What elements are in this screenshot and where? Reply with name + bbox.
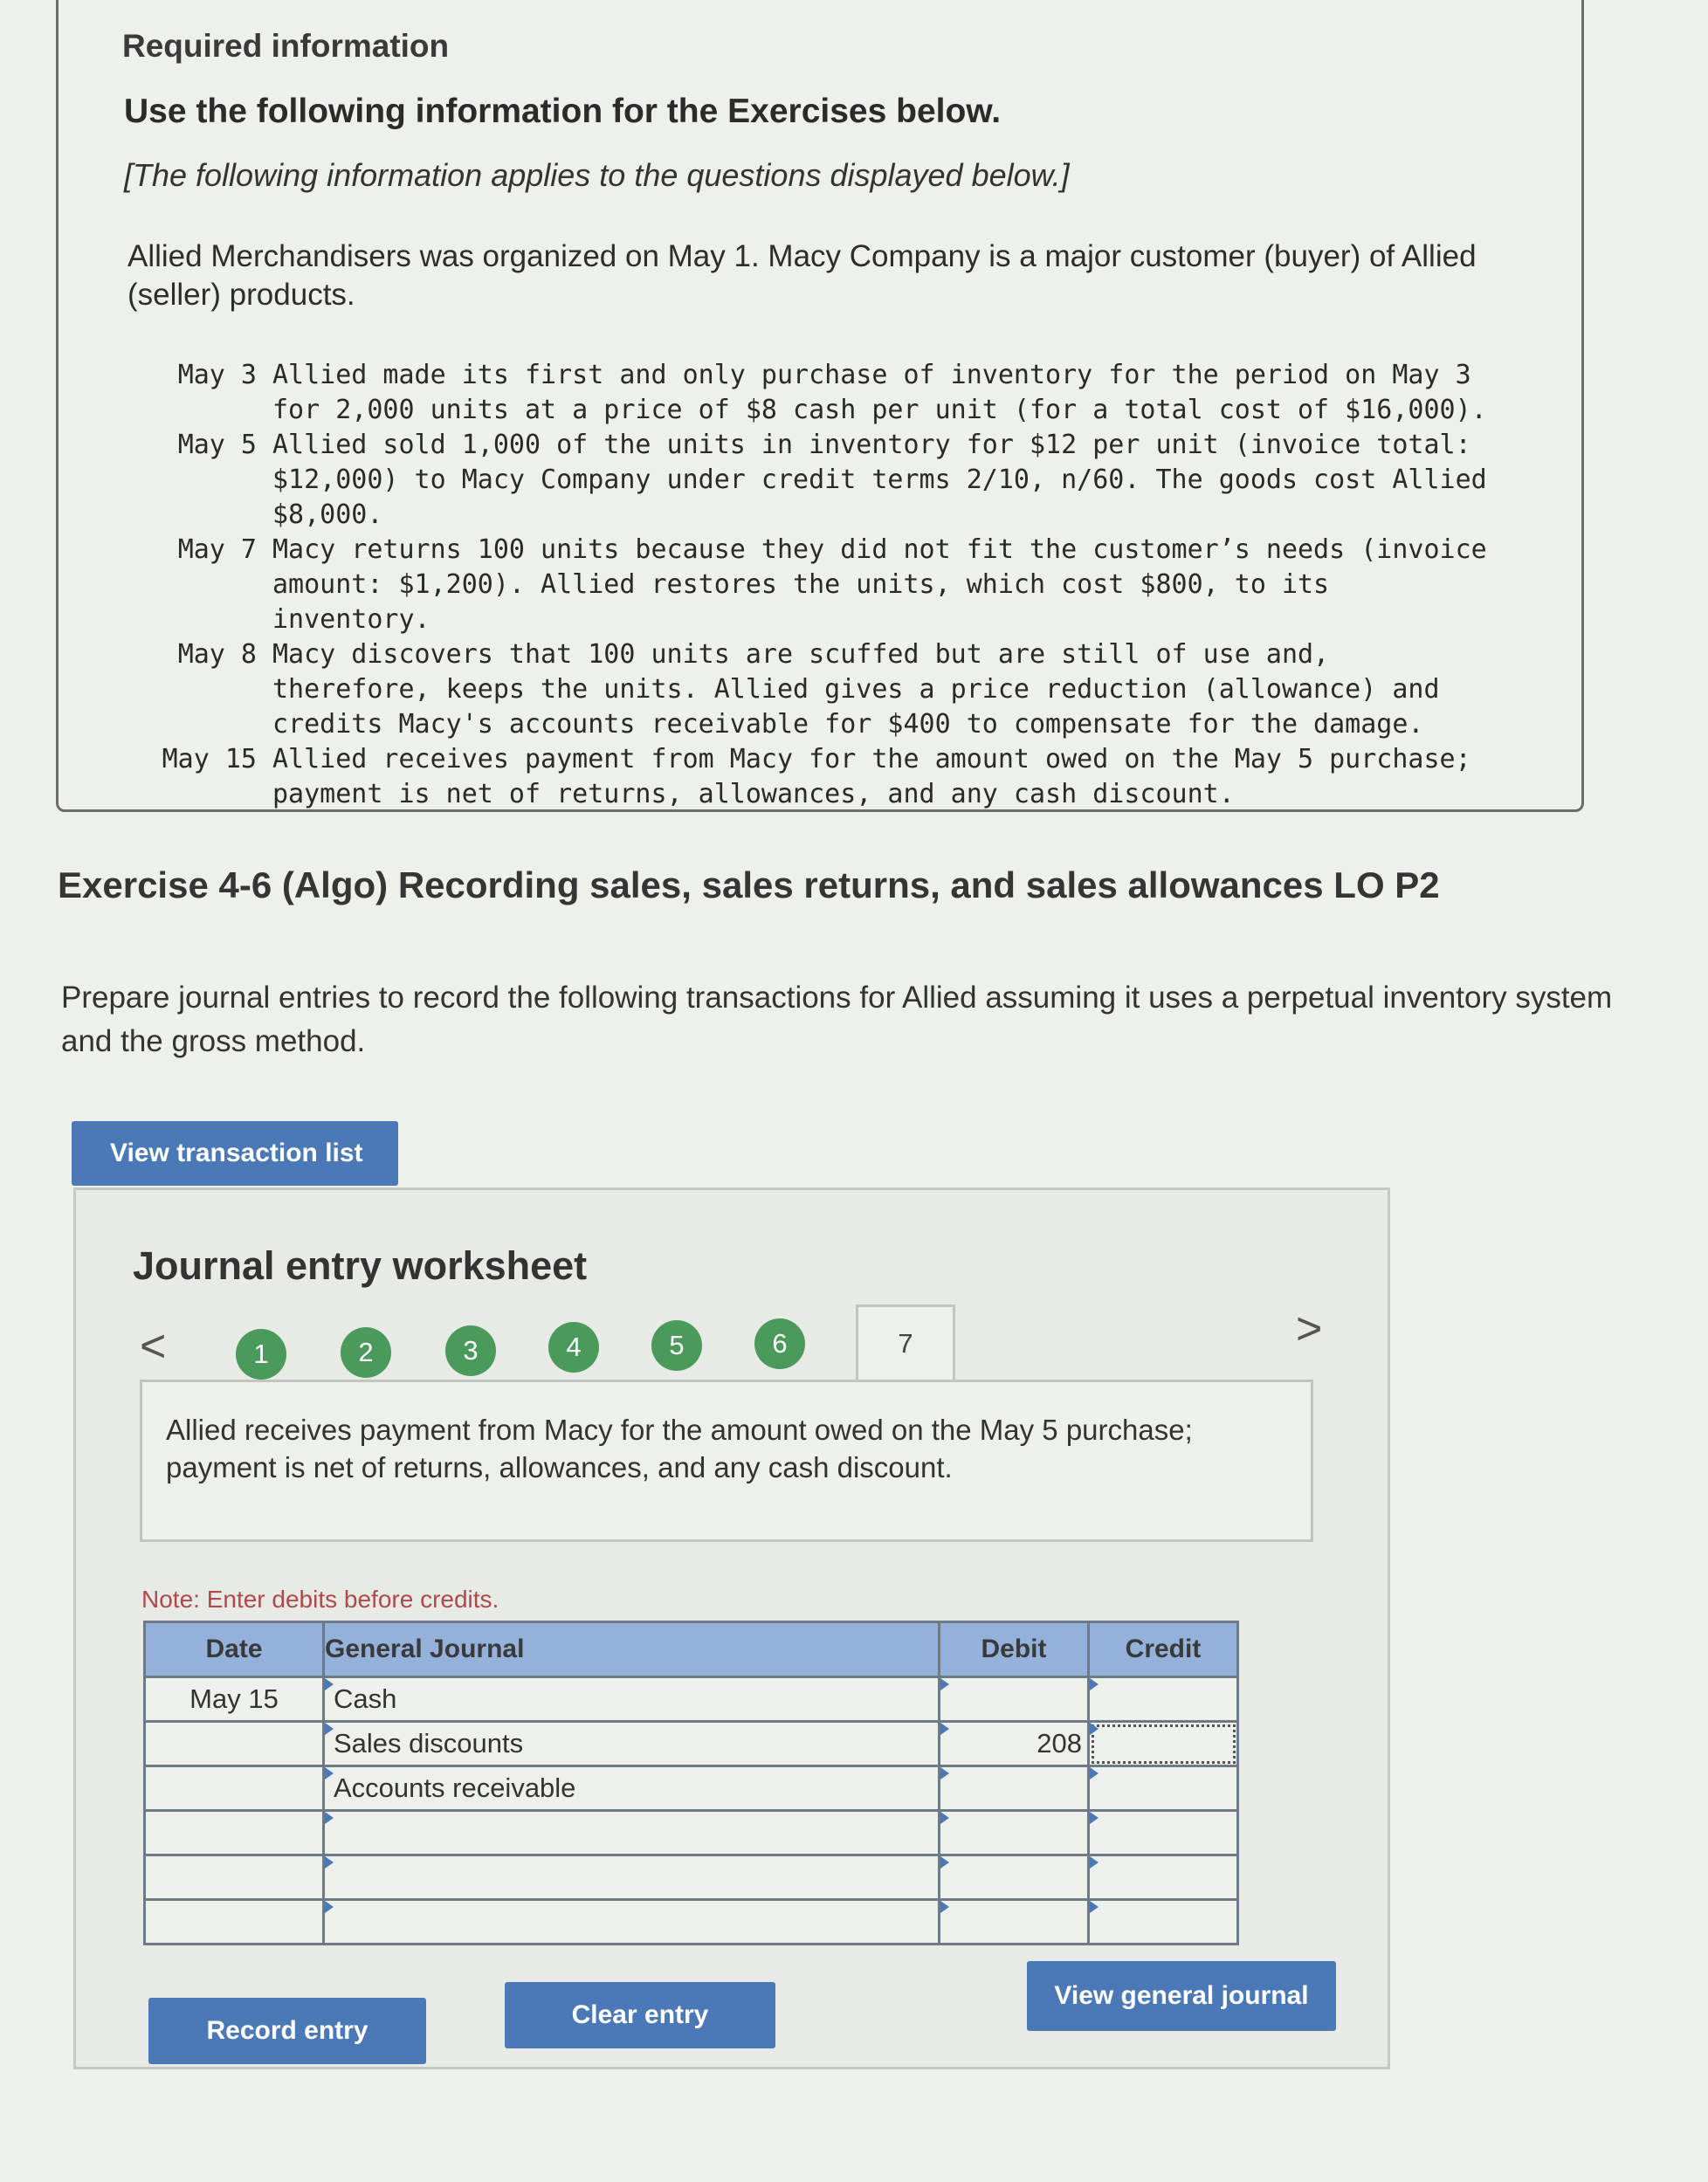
account-value: Cash <box>334 1683 397 1714</box>
credit-cell[interactable] <box>1089 1677 1238 1722</box>
debit-cell[interactable] <box>940 1677 1089 1722</box>
debit-value: 208 <box>1037 1728 1082 1759</box>
input-marker-icon <box>1090 1678 1098 1690</box>
input-marker-icon <box>940 1856 949 1869</box>
account-cell[interactable] <box>324 1722 940 1766</box>
next-arrow-icon[interactable]: > <box>1296 1304 1323 1354</box>
dropdown-marker-icon <box>325 1767 334 1779</box>
date-column-header: Date <box>145 1622 324 1677</box>
table-row <box>145 1722 1238 1766</box>
credit-cell[interactable] <box>1089 1855 1238 1900</box>
account-cell[interactable] <box>324 1766 940 1811</box>
clear-entry-button[interactable]: Clear entry <box>505 1982 775 2048</box>
step-1-button[interactable]: 1 <box>236 1329 286 1380</box>
general-journal-column-header: General Journal <box>324 1622 940 1677</box>
record-entry-button[interactable]: Record entry <box>148 1998 426 2064</box>
view-transaction-list-button[interactable]: View transaction list <box>72 1121 398 1186</box>
date-cell[interactable] <box>145 1766 324 1811</box>
transaction-text: Macy discovers that 100 units are scuffed but are still of use and, therefore, keeps the units. Allied gives a price reduction (allowance) and credits Macy's accounts receivable for $400 to compensate for the damage. <box>272 639 1456 740</box>
dropdown-marker-icon <box>325 1678 334 1690</box>
step-4-button[interactable]: 4 <box>548 1322 599 1373</box>
debits-note: Note: Enter debits before credits. <box>141 1586 499 1613</box>
intro-paragraph: Allied Merchandisers was organized on May 1. Macy Company is a major customer (buyer) of Allied (seller) products. <box>127 239 1477 312</box>
transaction-item <box>140 742 1502 812</box>
table-row <box>145 1766 1238 1811</box>
table-row <box>145 1900 1238 1945</box>
transaction-text: Allied made its first and only purchase of inventory for the period on May 3 for 2,000 units at a price of $8 cash per unit (for a total cost of $16,000). <box>272 360 1487 425</box>
table-row <box>145 1855 1238 1900</box>
step-2-button[interactable]: 2 <box>341 1327 391 1378</box>
account-cell[interactable] <box>324 1855 940 1900</box>
credit-cell[interactable] <box>1089 1811 1238 1855</box>
date-cell[interactable]: May 15 <box>145 1677 324 1722</box>
exercise-instructions: Prepare journal entries to record the following transactions for Allied assuming it uses a perpetual inventory system and the gross method. <box>61 981 1613 1058</box>
date-cell[interactable] <box>145 1855 324 1900</box>
transaction-item <box>140 533 1502 637</box>
account-cell[interactable] <box>324 1811 940 1855</box>
table-row <box>145 1677 1238 1722</box>
debit-cell[interactable] <box>940 1855 1089 1900</box>
dropdown-marker-icon <box>325 1723 334 1735</box>
step-5-button[interactable]: 5 <box>651 1320 702 1371</box>
debit-cell[interactable] <box>940 1900 1089 1945</box>
input-marker-icon <box>940 1901 949 1913</box>
transaction-item <box>140 637 1502 742</box>
transaction-text: Allied sold 1,000 of the units in inventory for $12 per unit (invoice total: $12,000) to Macy Company under credit terms 2/10, n/60. The goods cost Allied $8,000. <box>272 430 1503 530</box>
transaction-text: Allied receives payment from Macy for the amount owed on the May 5 purchase; payment is net of returns, allowances, and any cash discount. <box>272 744 1487 809</box>
dropdown-marker-icon <box>325 1901 334 1913</box>
input-marker-icon <box>940 1767 949 1779</box>
dropdown-marker-icon <box>325 1856 334 1869</box>
input-marker-icon <box>940 1812 949 1824</box>
credit-cell-focused[interactable] <box>1089 1722 1238 1766</box>
input-marker-icon <box>1090 1723 1098 1735</box>
credit-cell[interactable] <box>1089 1900 1238 1945</box>
transaction-text: Macy returns 100 units because they did not fit the customer’s needs (invoice amount: $1,200). Allied restores the units, which cost $800, to its inventory. <box>272 534 1503 635</box>
view-general-journal-button[interactable]: View general journal <box>1027 1961 1336 2031</box>
transaction-item <box>140 428 1502 533</box>
debit-cell[interactable] <box>940 1811 1089 1855</box>
debit-cell[interactable] <box>940 1766 1089 1811</box>
step-3-button[interactable]: 3 <box>445 1325 496 1376</box>
worksheet-title: Journal entry worksheet <box>133 1243 588 1288</box>
debit-column-header: Debit <box>940 1622 1089 1677</box>
transaction-description: Allied receives payment from Macy for the amount owed on the May 5 purchase; payment is net of returns, allowances, and any cash discount. <box>166 1414 1193 1483</box>
transaction-date: May 3 <box>177 360 257 390</box>
account-cell[interactable] <box>324 1677 940 1722</box>
applies-note: [The following information applies to the questions displayed below.] <box>124 157 1070 193</box>
step-7-tab[interactable]: 7 <box>856 1304 955 1385</box>
transaction-item <box>140 358 1502 428</box>
date-cell[interactable] <box>145 1722 324 1766</box>
exercise-title: Exercise 4-6 (Algo) Recording sales, sales returns, and sales allowances LO P2 <box>58 864 1440 905</box>
transaction-date: May 15 <box>162 744 257 774</box>
input-marker-icon <box>940 1678 949 1690</box>
use-info-heading: Use the following information for the Exercises below. <box>124 93 1002 130</box>
credit-column-header: Credit <box>1089 1622 1238 1677</box>
input-marker-icon <box>940 1723 949 1735</box>
input-marker-icon <box>1090 1901 1098 1913</box>
general-journal-table <box>143 1621 1239 1945</box>
date-cell[interactable] <box>145 1811 324 1855</box>
transaction-list <box>140 358 1502 812</box>
dropdown-marker-icon <box>325 1812 334 1824</box>
transaction-date: May 8 <box>177 639 257 670</box>
debit-cell[interactable] <box>940 1722 1089 1766</box>
date-cell[interactable] <box>145 1900 324 1945</box>
transaction-date: May 5 <box>177 430 257 460</box>
account-cell[interactable] <box>324 1900 940 1945</box>
transaction-date: May 7 <box>177 534 257 565</box>
journal-header-row <box>145 1622 1238 1677</box>
account-value: Sales discounts <box>334 1728 524 1759</box>
table-row <box>145 1811 1238 1855</box>
input-marker-icon <box>1090 1812 1098 1824</box>
input-marker-icon <box>1090 1856 1098 1869</box>
required-information-heading: Required information <box>122 28 450 64</box>
input-marker-icon <box>1090 1767 1098 1779</box>
credit-cell[interactable] <box>1089 1766 1238 1811</box>
previous-arrow-icon[interactable]: < <box>140 1321 167 1372</box>
step-6-button[interactable]: 6 <box>754 1318 805 1369</box>
account-value: Accounts receivable <box>334 1772 576 1803</box>
